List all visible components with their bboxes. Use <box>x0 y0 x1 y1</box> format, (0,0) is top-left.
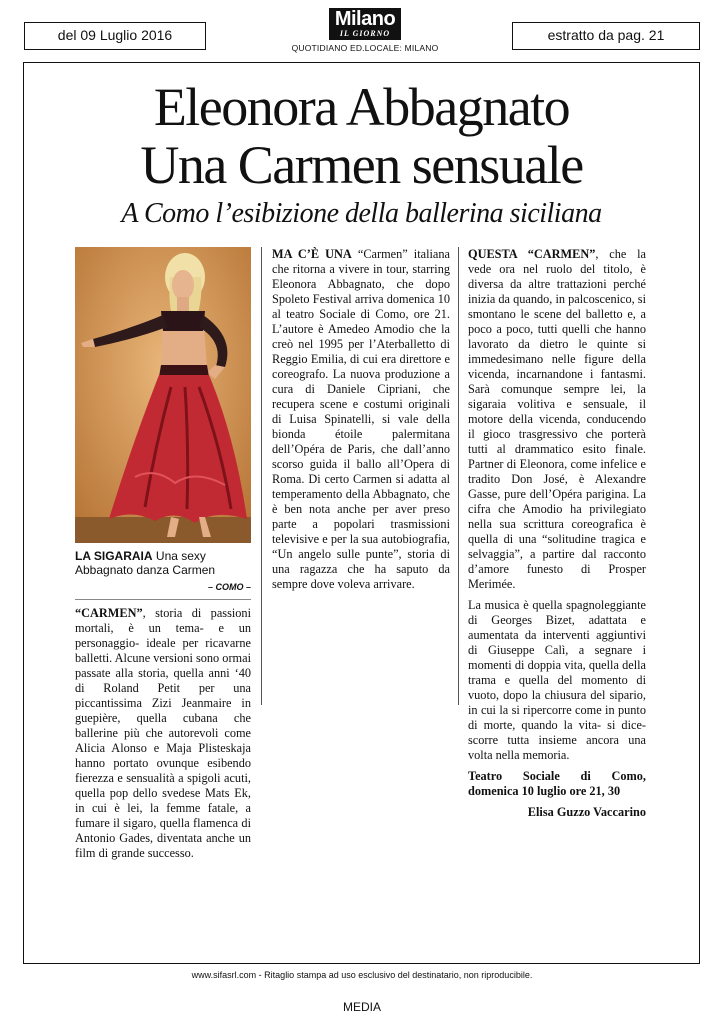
paragraph-2-lead: MA C’È UNA <box>272 247 352 261</box>
photo-caption <box>75 549 251 577</box>
paragraph-2-text: “Carmen” italiana che ritorna a vivere in tour, starring Eleonora Abbagnato, che dopo Spoleto Festival arriva domenica 10 al teatro Sociale di Como, ore 21. L’autore è Amedeo Amodio che la creò nel 1995 per l’Aterballetto di Reggio Emilia, di cui era direttore e coreografo. La nuova produzione a cura di Daniele Cipriani, che recupera scene e costumi originali di Luisa Spinatelli, si vale della bionda étoile palermitana dell’Opéra de Paris, che dall’anno scorso guida il ballo all’Opera di Roma. Di certo Carmen si adatta al temperamento della Abbagnato, che è ben nota anche per aver preso parte a popolari trasmissioni televisive e per la sua autobiografia, “Un angelo sulle punte”, storia di una ragazza che ha saputo da sempre dove voleva arrivare. <box>272 247 450 591</box>
date-box <box>24 22 206 50</box>
paragraph-4: La musica è quella spagnoleggiante di Georges Bizet, adattata e aumentata da interventi aggiuntivi di Giuseppe Calì, a segnare i momenti di doppia vita, quella della trama e quella del momento di vuoto, dopo la chiusura del sipario, in cui la si ripercorre come in punto di morte, quando la vita- si dice- scorre tutta insieme ancora una volta nella memoria. <box>468 598 646 762</box>
caption-lead: LA SIGARAIA <box>75 549 153 563</box>
headline-line-1: Eleonora Abbagnato <box>153 77 570 137</box>
paragraph-3-lead: QUESTA “CARMEN” <box>468 247 596 261</box>
article-column-3 <box>468 247 646 826</box>
paragraph-1 <box>75 606 251 861</box>
masthead-subtitle: QUOTIDIANO ED.LOCALE: MILANO <box>291 43 439 53</box>
masthead-city: Milano <box>334 8 396 30</box>
author-byline: Elisa Guzzo Vaccarino <box>527 805 646 819</box>
column-rule-1 <box>261 247 262 705</box>
paragraph-1-lead: “CARMEN” <box>75 606 143 620</box>
caption-text: Una sexy Abbagnato danza Carmen <box>75 549 216 577</box>
paragraph-3 <box>468 247 646 592</box>
headline <box>23 78 700 194</box>
caption-divider <box>75 599 251 600</box>
copyright-notice: www.sifasrl.com - Ritaglio stampa ad uso esclusivo del destinatario, non riproducibile. <box>191 970 533 980</box>
paragraph-2 <box>272 247 450 592</box>
newspaper-logo <box>329 8 401 40</box>
extract-page: estratto da pag. 21 <box>547 27 665 43</box>
masthead <box>285 8 445 53</box>
article-column-1 <box>75 606 251 867</box>
paragraph-3-text: , che la vede ora nel ruolo del titolo, è diversa da altre trattazioni perché inizia da quando, in palcoscenico, si smontano le scene del balletto e, a poco a poco, tutti quelli che hanno lavorato da dietro le quinte si immedesimano nelle figure della vicenda, incarnandone i fantasmi. Sarà comunque sempre lei, la sigaraia volitiva e sensuale, il motore della vicenda, conducendo il gioco trasgressivo che porterà tutti al drammatico esito finale. Partner di Eleonora, come infelice e tradito Don José, è Alexandre Gasse, pure dell’Opéra parigina. La cifra che Amodio ha privilegiato nella sua scrittura coreografica è quella di una “solitudine tragica e selvaggia”, a partire dal racconto d’amore funesto di Prosper Merimée. <box>468 247 646 591</box>
masthead-paper: IL GIORNO <box>339 29 391 38</box>
dateline-credit: – COMO – <box>207 582 251 592</box>
category-label: MEDIA <box>342 1000 381 1014</box>
dancer-illustration <box>75 247 251 543</box>
venue-info: Teatro Sociale di Como, domenica 10 luglio ore 21, 30 <box>468 769 646 798</box>
paragraph-1-text: , storia di passioni mortali, è un tema- e un personaggio- ideale per ricavarne balletti. Alcune versioni sono ormai passate alla storia, quella anni ‘40 di Roland Petit per una piccantissima Zizi Jeanmaire in guepière, quella cubana che ballerine più che autorevoli come Alicia Alonso e Maja Plisteskaja hanno portato ovunque esibendo fierezza e sensualità a spigoli acuti, quella pop dello svedese Mats Ek, in cui è lei, la femme fatale, a fumare il sigaro, quella flamenca di Antonio Gades, diventata anche un film di grande successo. <box>75 606 251 860</box>
page-box <box>512 22 700 50</box>
dancer-photo <box>75 247 251 543</box>
column-rule-2 <box>458 247 459 705</box>
subheadline: A Como l’esibizione della ballerina siciliana <box>121 198 602 229</box>
headline-line-2: Una Carmen sensuale <box>140 135 583 195</box>
issue-date: del 09 Luglio 2016 <box>57 27 173 43</box>
article-column-2 <box>272 247 450 598</box>
